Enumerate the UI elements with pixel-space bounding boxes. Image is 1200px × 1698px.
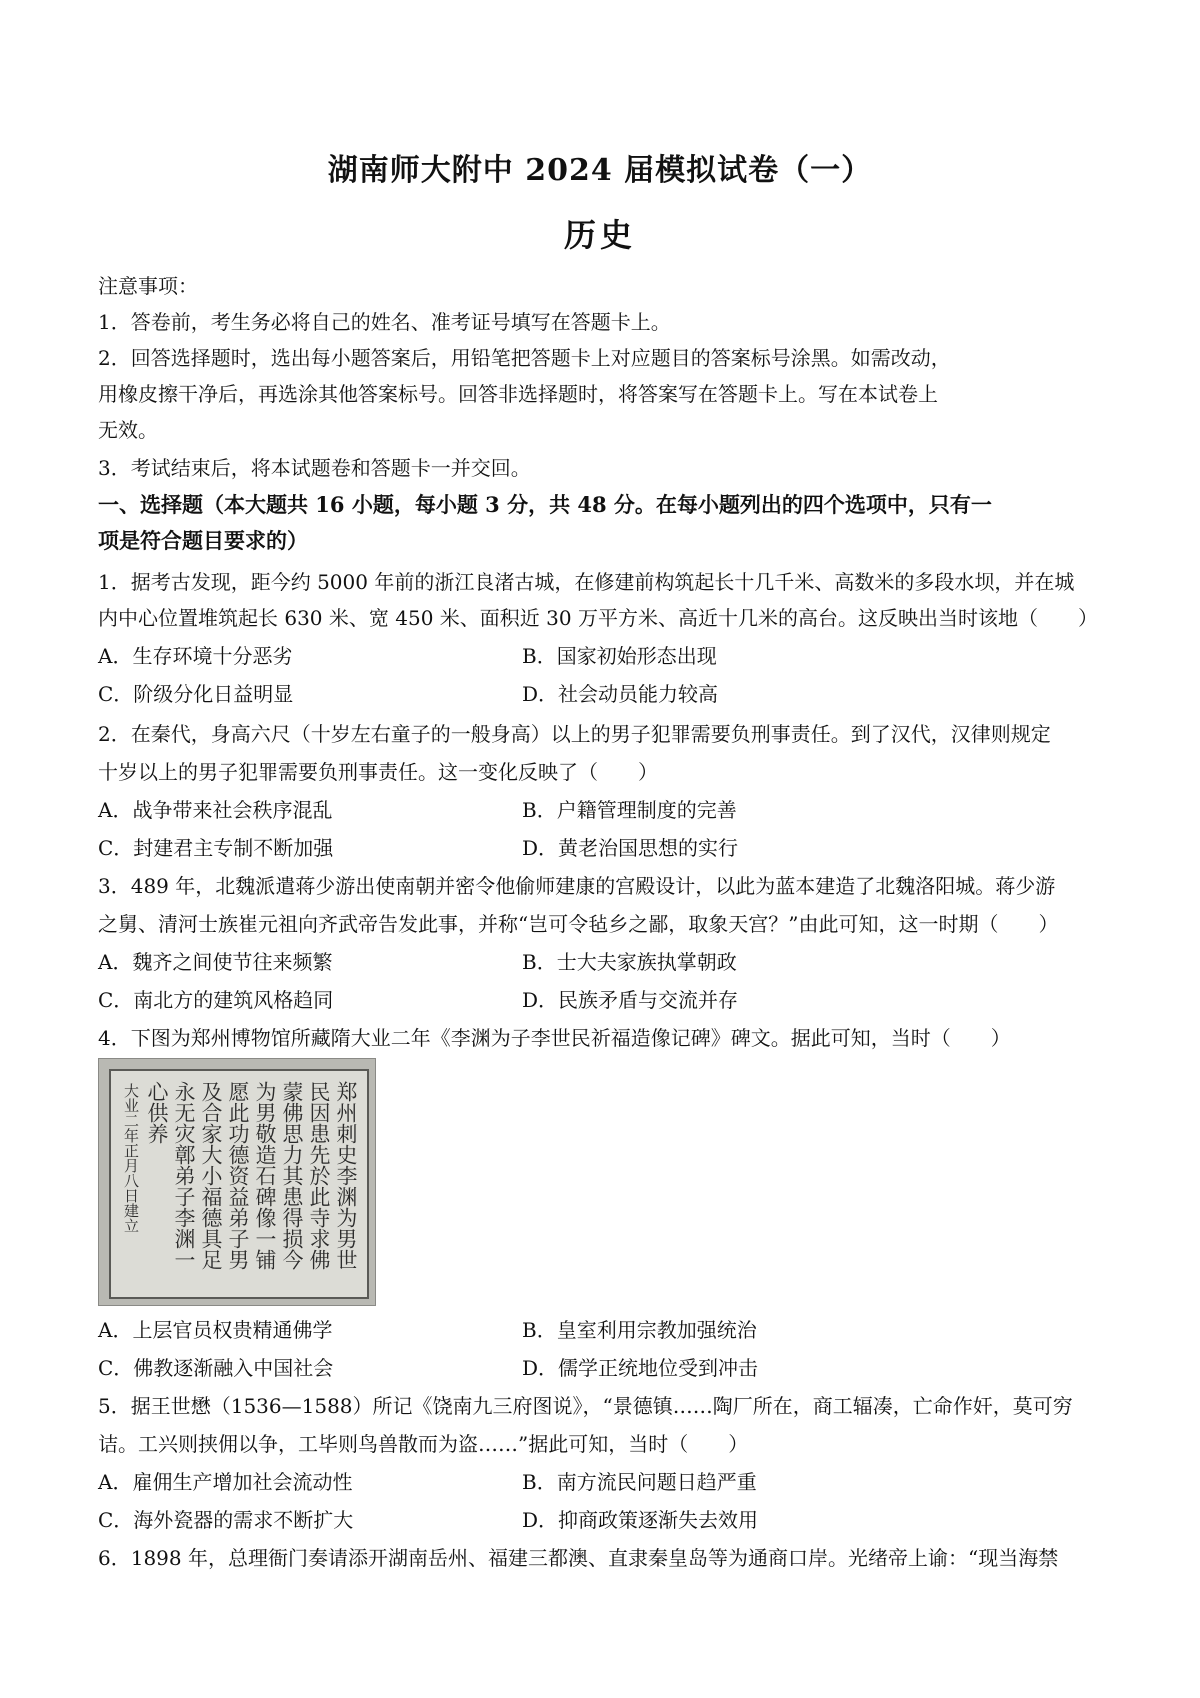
note-line: 无效。	[98, 418, 158, 442]
stele-frame	[109, 1069, 369, 1299]
section-heading-cont: 项是符合题目要求的）	[98, 528, 308, 553]
section-heading: 一、选择题（本大题共 16 小题，每小题 3 分，共 48 分。在每小题列出的四个选项中，只有一	[98, 492, 992, 517]
exam-title: 湖南师大附中 2024 届模拟试卷（一）	[327, 153, 873, 188]
question-1-stem: 1．据考古发现，距今约 5000 年前的浙江良渚古城，在修建前构筑起长十几千米、高数米的多段水坝，并在城	[98, 570, 1075, 594]
question-1-option-c: C．阶级分化日益明显	[98, 682, 294, 706]
note-line: 2．回答选择题时，选出每小题答案后，用铅笔把答题卡上对应题目的答案标号涂黑。如需改动，	[98, 346, 951, 370]
question-4-option-d: D．儒学正统地位受到冲击	[522, 1356, 759, 1380]
question-4-stem: 4．下图为郑州博物馆所藏隋大业二年《李渊为子李世民祈福造像记碑》碑文。据此可知，当时（ ）	[98, 1026, 1011, 1050]
question-3-option-d: D．民族矛盾与交流并存	[522, 988, 739, 1012]
question-5-stem: 诘。工兴则挟佣以争，工毕则鸟兽散而为盗……”据此可知，当时（ ）	[98, 1432, 749, 1456]
question-1-stem: 内中心位置堆筑起长 630 米、宽 450 米、面积近 30 万平方米、高近十几米的高台。这反映出当时该地（ ）	[98, 606, 1098, 630]
stele-inscription-image	[98, 1058, 376, 1306]
question-1-option-b: B．国家初始形态出现	[522, 644, 717, 668]
stele-date: 大业二年正月八日建立	[122, 1083, 140, 1233]
question-3-option-a: A．魏齐之间使节往来频繁	[98, 950, 333, 974]
question-1-option-d: D．社会动员能力较高	[522, 682, 719, 706]
question-4-option-a: A．上层官员权贵精通佛学	[98, 1318, 333, 1342]
stele-column: 愿此功德资益弟子男	[226, 1081, 250, 1270]
question-2-stem: 十岁以上的男子犯罪需要负刑事责任。这一变化反映了（ ）	[98, 760, 658, 784]
exam-subject: 历史	[563, 216, 636, 254]
note-line: 用橡皮擦干净后，再选涂其他答案标号。回答非选择题时，将答案写在答题卡上。写在本试卷上	[98, 382, 938, 406]
question-5-stem: 5．据王世懋（1536—1588）所记《饶南九三府图说》，“景德镇……陶厂所在，商工辐凑，亡命作奸，莫可穷	[98, 1394, 1073, 1418]
note-line: 1．答卷前，考生务必将自己的姓名、准考证号填写在答题卡上。	[98, 310, 671, 334]
stele-column: 蒙佛思力其患得损今	[280, 1081, 304, 1270]
question-4-option-c: C．佛教逐渐融入中国社会	[98, 1356, 334, 1380]
question-3-stem: 3．489 年，北魏派遣蒋少游出使南朝并密令他偷师建康的宫殿设计，以此为蓝本建造了北魏洛阳城。蒋少游	[98, 874, 1056, 898]
question-2-option-b: B．户籍管理制度的完善	[522, 798, 737, 822]
question-2-option-a: A．战争带来社会秩序混乱	[98, 798, 333, 822]
question-3-option-c: C．南北方的建筑风格趋同	[98, 988, 334, 1012]
question-3-stem: 之舅、清河士族崔元祖向齐武帝告发此事，并称“岂可令毡乡之鄙，取象天宫？”由此可知，这一时期（ ）	[98, 912, 1059, 936]
notes-heading: 注意事项：	[98, 274, 198, 298]
stele-column: 及合家大小福德具足	[199, 1081, 223, 1270]
question-2-option-d: D．黄老治国思想的实行	[522, 836, 739, 860]
question-5-option-c: C．海外瓷器的需求不断扩大	[98, 1508, 354, 1532]
question-1-option-a: A．生存环境十分恶劣	[98, 644, 293, 668]
question-2-stem: 2．在秦代，身高六尺（十岁左右童子的一般身高）以上的男子犯罪需要负刑事责任。到了汉代，汉律则规定	[98, 722, 1051, 746]
question-5-option-d: D．抑商政策逐渐失去效用	[522, 1508, 759, 1532]
question-5-option-b: B．南方流民问题日趋严重	[522, 1470, 757, 1494]
stele-column: 民因患先於此寺求佛	[307, 1081, 331, 1270]
question-3-option-b: B．士大夫家族执掌朝政	[522, 950, 737, 974]
question-5-option-a: A．雇佣生产增加社会流动性	[98, 1470, 353, 1494]
question-6-stem: 6．1898 年，总理衙门奏请添开湖南岳州、福建三都澳、直隶秦皇岛等为通商口岸。光绪帝上谕：“现当海禁	[98, 1546, 1059, 1570]
stele-column: 郑州刺史李渊为男世	[334, 1081, 358, 1270]
question-2-option-c: C．封建君主专制不断加强	[98, 836, 334, 860]
stele-column: 心供养	[145, 1081, 169, 1144]
stele-column: 为男敬造石碑像一铺	[253, 1081, 277, 1270]
stele-column: 永无灾鄣弟子李渊一	[172, 1081, 196, 1270]
question-4-option-b: B．皇室利用宗教加强统治	[522, 1318, 757, 1342]
note-line: 3．考试结束后，将本试题卷和答题卡一并交回。	[98, 456, 531, 480]
